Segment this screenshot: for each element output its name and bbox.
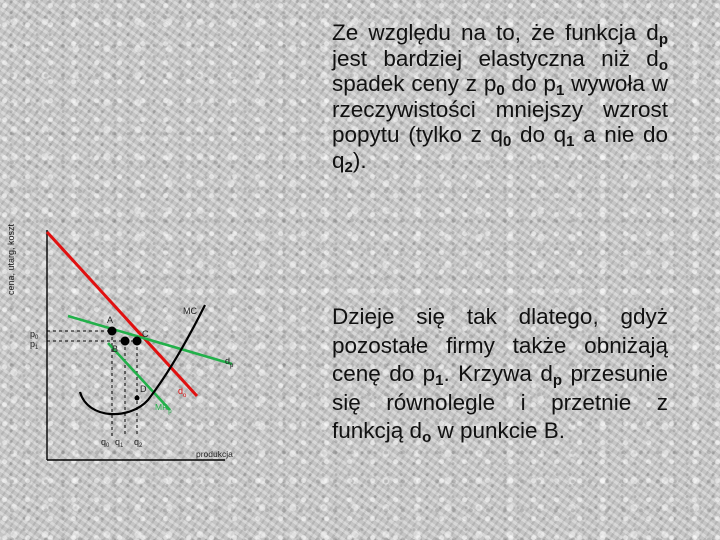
point-d-marker <box>135 396 140 401</box>
subscript: 1 <box>555 82 565 99</box>
subscript: 0 <box>503 133 512 150</box>
x-axis-label: produkcja <box>196 449 233 459</box>
subscript: 2 <box>344 158 353 176</box>
text-run: do q <box>511 122 567 147</box>
q0-label: $q_0$ <box>101 437 110 449</box>
text-run: w punkcie B. <box>431 418 566 443</box>
subscript: o <box>658 56 668 74</box>
guide-lines <box>47 331 137 436</box>
text-run: jest bardziej elastyczna niż d <box>332 45 659 71</box>
text-run: ). <box>352 147 367 173</box>
text-run: do p <box>504 71 556 96</box>
text-run: Ze względu na to, że funkcja d <box>332 20 659 45</box>
point-b-marker <box>121 337 130 346</box>
subscript: p <box>658 31 668 48</box>
point-c-marker <box>133 337 142 346</box>
subscript: p <box>552 372 563 389</box>
point-d-label: D <box>140 384 147 394</box>
q1-label: $q_1$ <box>115 437 124 449</box>
do-curve <box>47 232 197 396</box>
mrp-label: $MR_p$ <box>155 402 172 415</box>
p1-label: $p_1$ <box>30 339 39 351</box>
text-run: a nie do q <box>332 122 669 173</box>
p0-label: $p_0$ <box>30 329 39 341</box>
mc-label: MC <box>183 306 197 316</box>
point-c-label: C <box>142 329 149 339</box>
text-run: przesunie się równolegle i przetnie z funkcją d <box>332 361 669 443</box>
text-run: . Krzywa d <box>443 361 553 386</box>
subscript: 1 <box>435 372 444 389</box>
subscript: o <box>422 429 432 446</box>
q2-label: $q_2$ <box>134 437 143 449</box>
dp-curve <box>68 316 232 364</box>
text-run: Dzieje się tak dlatego, gdyż pozostałe firmy także obniżają cenę do p <box>332 304 668 386</box>
subscript: 0 <box>496 82 505 99</box>
subscript: 1 <box>566 133 575 150</box>
point-a-marker <box>108 327 117 336</box>
do-label: $d_o$ <box>178 386 187 399</box>
point-b-label: B <box>112 344 119 354</box>
demand-diagram <box>0 0 330 540</box>
explanation-paragraph-2 <box>332 303 668 446</box>
y-axis-label: cena, utarg, koszt <box>6 223 16 295</box>
dp-label: $d_p$ <box>225 356 234 369</box>
text-run: wywoła w rzeczywistości mniejszy wzrost popytu (tylko z q <box>332 71 668 147</box>
point-a-label: A <box>107 315 114 325</box>
text-run: spadek ceny z p <box>332 71 497 96</box>
explanation-paragraph-1 <box>332 20 669 176</box>
